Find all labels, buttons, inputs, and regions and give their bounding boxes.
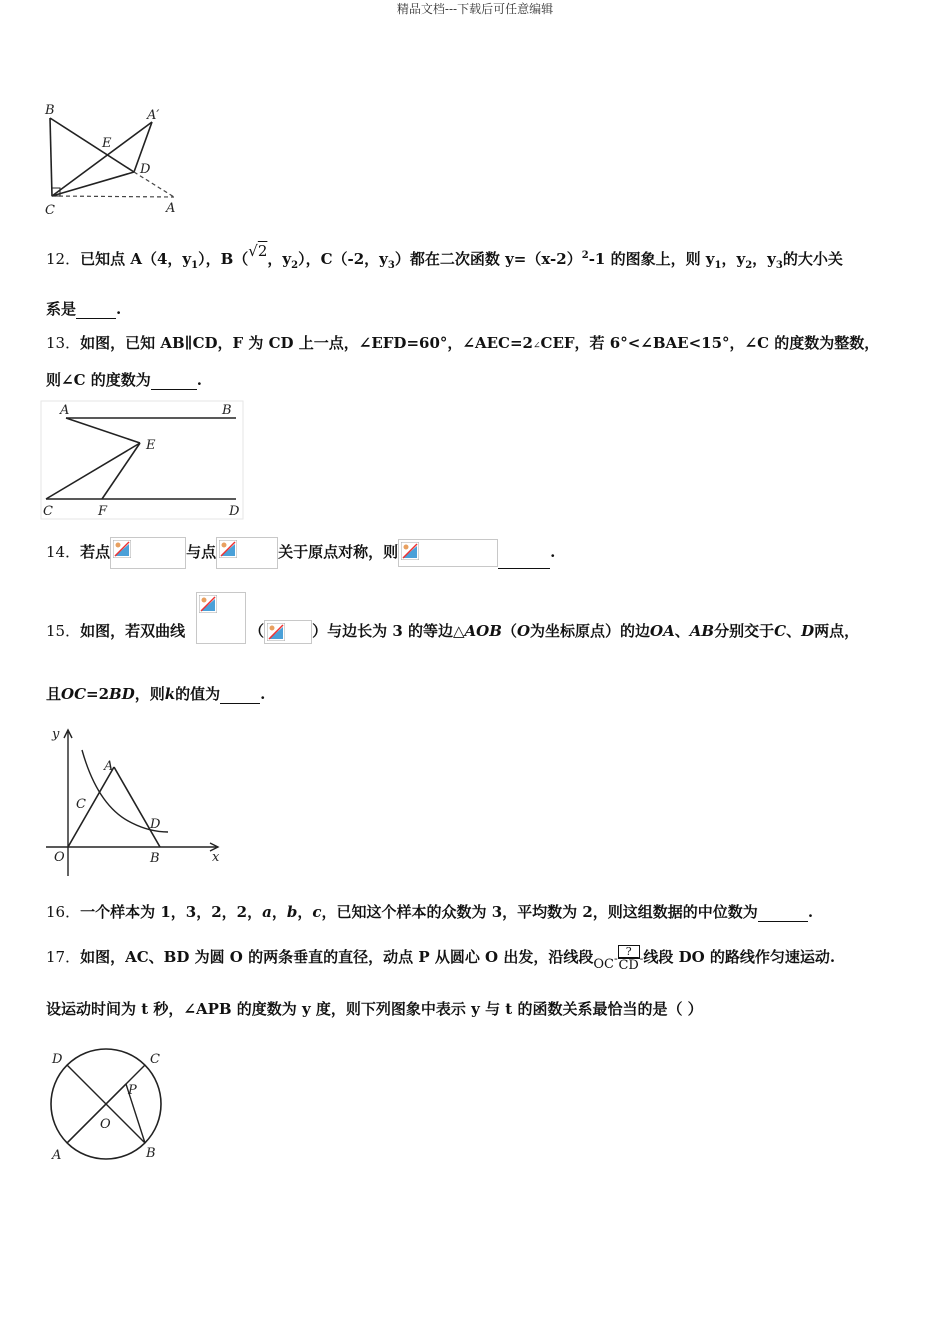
formula-image-point-1: [110, 537, 186, 569]
label-C: C: [45, 203, 55, 218]
figure-q13: [40, 400, 245, 522]
question-17: 17．如图，AC、BD 为圆 O 的两条垂直的直径，动点 P 从圆心 O 出发，沿线段 $OC-\frac{?}{CD}$ -线段 DO 的路线作匀速运动.: [46, 944, 836, 973]
question-17-line2: 设运动时间为 t 秒，∠APB 的度数为 y 度，则下列图象中表示 y 与 t 的函数关系最恰当的是（ ）: [46, 1000, 703, 1018]
label-D: D: [229, 504, 240, 519]
answer-blank: [220, 685, 260, 704]
label-A: A: [166, 201, 176, 216]
figure-q15: [40, 722, 225, 882]
figure-q11: [40, 100, 190, 220]
label-D: D: [150, 817, 161, 832]
label-B: B: [150, 851, 160, 866]
arc-cd-notation: $\frac{?}{CD}$: [618, 944, 639, 973]
label-A-prime: A′: [147, 108, 160, 123]
label-C: C: [150, 1052, 160, 1067]
label-E: E: [102, 136, 112, 151]
question-13-line2: 则∠C 的度数为 .: [46, 371, 202, 389]
label-A: A: [104, 759, 114, 774]
label-y: y: [52, 727, 60, 742]
answer-blank: [498, 536, 550, 569]
label-x: x: [212, 850, 220, 865]
question-15-line2: 且OC=2BD，则k的值为 .: [46, 685, 266, 703]
question-12-line2: 系是 .: [46, 300, 122, 318]
formula-image-condition: [264, 620, 312, 644]
label-D: D: [140, 162, 151, 177]
label-O: O: [100, 1117, 111, 1132]
question-14: 14．若点 与点 关于原点对称，则 .: [46, 536, 555, 569]
arc-notation: OC: [593, 957, 614, 972]
question-16: 16．一个样本为 1，3，2，2，a，b，c，已知这个样本的众数为 3，平均数为 2，则这组数据的中位数为 .: [46, 903, 814, 921]
question-12: 12．已知点 A（4，$y_1$），B（√2，$y_2$），C（-2，$y_3$）都在二次函数 $y=(x-2)^2-1$ 的图象上，则 $y_1$，$y_2$，$y_3$的大小关: [46, 242, 843, 271]
question-15: 15．如图，若双曲线 （ ）与边长为 3 的等边△AOB（O为坐标原点）的边OA、AB分别交于C、D两点，: [46, 620, 859, 644]
label-C: C: [76, 797, 86, 812]
label-D: D: [52, 1052, 63, 1067]
figure-q17: [40, 1044, 180, 1169]
answer-blank: [151, 371, 197, 390]
label-O: O: [54, 850, 65, 865]
label-C: C: [43, 504, 53, 519]
formula-image-expression: [398, 539, 498, 567]
label-A: A: [52, 1148, 62, 1163]
formula-image-point-2: [216, 537, 278, 569]
label-B: B: [146, 1146, 156, 1161]
page-header: 精品文档---下载后可任意编辑: [396, 2, 554, 16]
label-P: P: [128, 1083, 137, 1098]
label-B: B: [222, 403, 232, 418]
label-E: E: [146, 438, 156, 453]
answer-blank: [758, 903, 808, 922]
question-13: 13．如图，已知 AB∥CD，F 为 CD 上一点，∠EFD=60°，∠AEC=2∠CEF，若 6°<∠BAE<15°，∠C 的度数为整数，: [46, 334, 880, 352]
label-A: A: [60, 403, 70, 418]
label-B: B: [45, 103, 55, 118]
answer-blank: [76, 300, 116, 319]
label-F: F: [98, 504, 108, 519]
